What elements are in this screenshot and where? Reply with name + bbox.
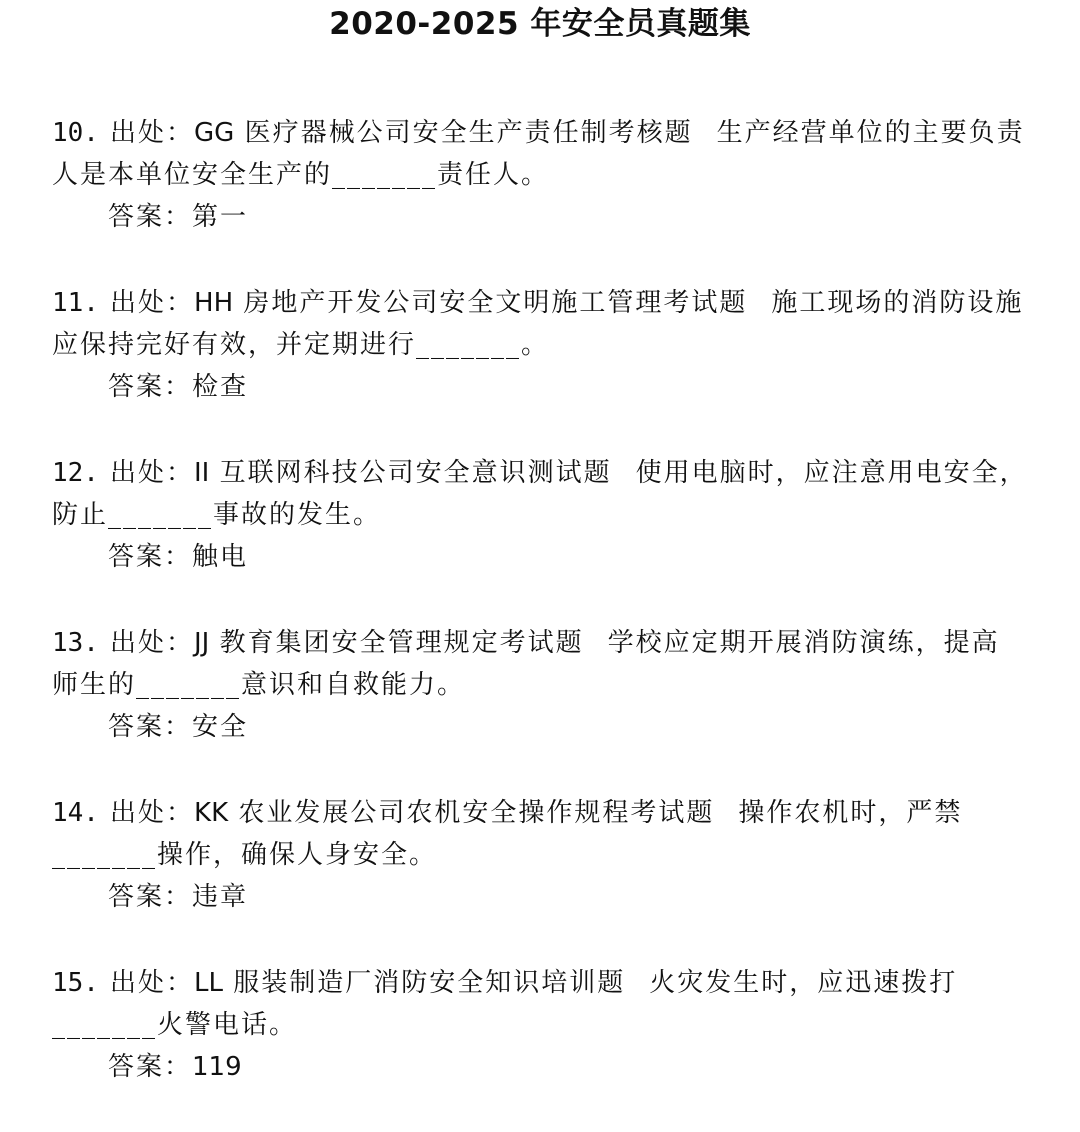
answer-line — [108, 196, 1052, 238]
question-text-start: 使用电脑时，应注意用电安全， — [635, 458, 1028, 488]
question-line-1 — [52, 452, 1052, 494]
question-item — [52, 452, 1052, 622]
source-prefix: 出处： — [110, 118, 195, 148]
question-number: 11. — [52, 288, 99, 318]
answer-line — [108, 876, 1052, 918]
source-name: 医疗器械公司安全生产责任制考核题 — [244, 118, 693, 148]
question-line-2: _______火警电话。 — [52, 1010, 298, 1040]
source-name: 教育集团安全管理规定考试题 — [219, 628, 584, 658]
source-prefix: 出处： — [110, 288, 195, 318]
answer-label: 答案： — [108, 202, 193, 232]
question-number: 13. — [52, 628, 99, 658]
question-number: 15. — [52, 968, 99, 998]
question-line-1 — [52, 282, 1052, 324]
answer-label: 答案： — [108, 542, 193, 572]
question-line-2: 师生的_______意识和自救能力。 — [52, 670, 466, 700]
question-item — [52, 962, 1052, 1132]
question-line-1 — [52, 622, 1052, 664]
question-item — [52, 282, 1052, 452]
source-name: 服装制造厂消防安全知识培训题 — [233, 968, 626, 998]
answer-label: 答案： — [108, 372, 193, 402]
question-number: 14. — [52, 798, 99, 828]
question-text-start: 生产经营单位的主要负责 — [716, 118, 1025, 148]
answer-text: 触电 — [192, 542, 249, 572]
source-code: GG — [194, 118, 235, 148]
question-text-start: 施工现场的消防设施 — [771, 288, 1024, 318]
source-code: HH — [194, 288, 234, 318]
answer-line — [108, 536, 1052, 578]
question-line-1 — [52, 112, 1052, 154]
answer-label: 答案： — [108, 1052, 193, 1082]
answer-line — [108, 1046, 1052, 1088]
question-number: 10. — [52, 118, 99, 148]
source-prefix: 出处： — [110, 968, 195, 998]
question-item — [52, 622, 1052, 792]
source-name: 房地产开发公司安全文明施工管理考试题 — [243, 288, 748, 318]
source-code: KK — [194, 798, 229, 828]
answer-text: 违章 — [192, 882, 249, 912]
question-line-2: _______操作，确保人身安全。 — [52, 840, 438, 870]
answer-text: 安全 — [192, 712, 249, 742]
source-code: JJ — [194, 628, 210, 658]
question-line-1 — [52, 962, 1052, 1004]
document-title: 2020-2025 年安全员真题集 — [329, 6, 751, 42]
answer-label: 答案： — [108, 882, 193, 912]
answer-line — [108, 706, 1052, 748]
answer-label: 答案： — [108, 712, 193, 742]
question-number: 12. — [52, 458, 99, 488]
source-name: 农业发展公司农机安全操作规程考试题 — [238, 798, 715, 828]
question-line-2: 人是本单位安全生产的_______责任人。 — [52, 160, 550, 190]
question-line-1 — [52, 792, 1052, 834]
source-name: 互联网科技公司安全意识测试题 — [219, 458, 612, 488]
source-prefix: 出处： — [110, 628, 195, 658]
question-item — [52, 112, 1052, 282]
question-line-2: 应保持完好有效，并定期进行_______。 — [52, 330, 550, 360]
answer-line — [108, 366, 1052, 408]
question-text-start: 操作农机时，严禁 — [738, 798, 963, 828]
source-prefix: 出处： — [110, 458, 195, 488]
source-code: II — [194, 458, 210, 488]
source-code: LL — [194, 968, 223, 998]
answer-text: 检查 — [192, 372, 249, 402]
question-text-start: 学校应定期开展消防演练，提高 — [607, 628, 1000, 658]
source-prefix: 出处： — [110, 798, 195, 828]
answer-text: 119 — [192, 1052, 242, 1082]
question-line-2: 防止_______事故的发生。 — [52, 500, 382, 530]
question-text-start: 火灾发生时，应迅速拨打 — [649, 968, 958, 998]
question-item — [52, 792, 1052, 962]
answer-text: 第一 — [192, 202, 249, 232]
question-list — [52, 112, 1052, 1132]
